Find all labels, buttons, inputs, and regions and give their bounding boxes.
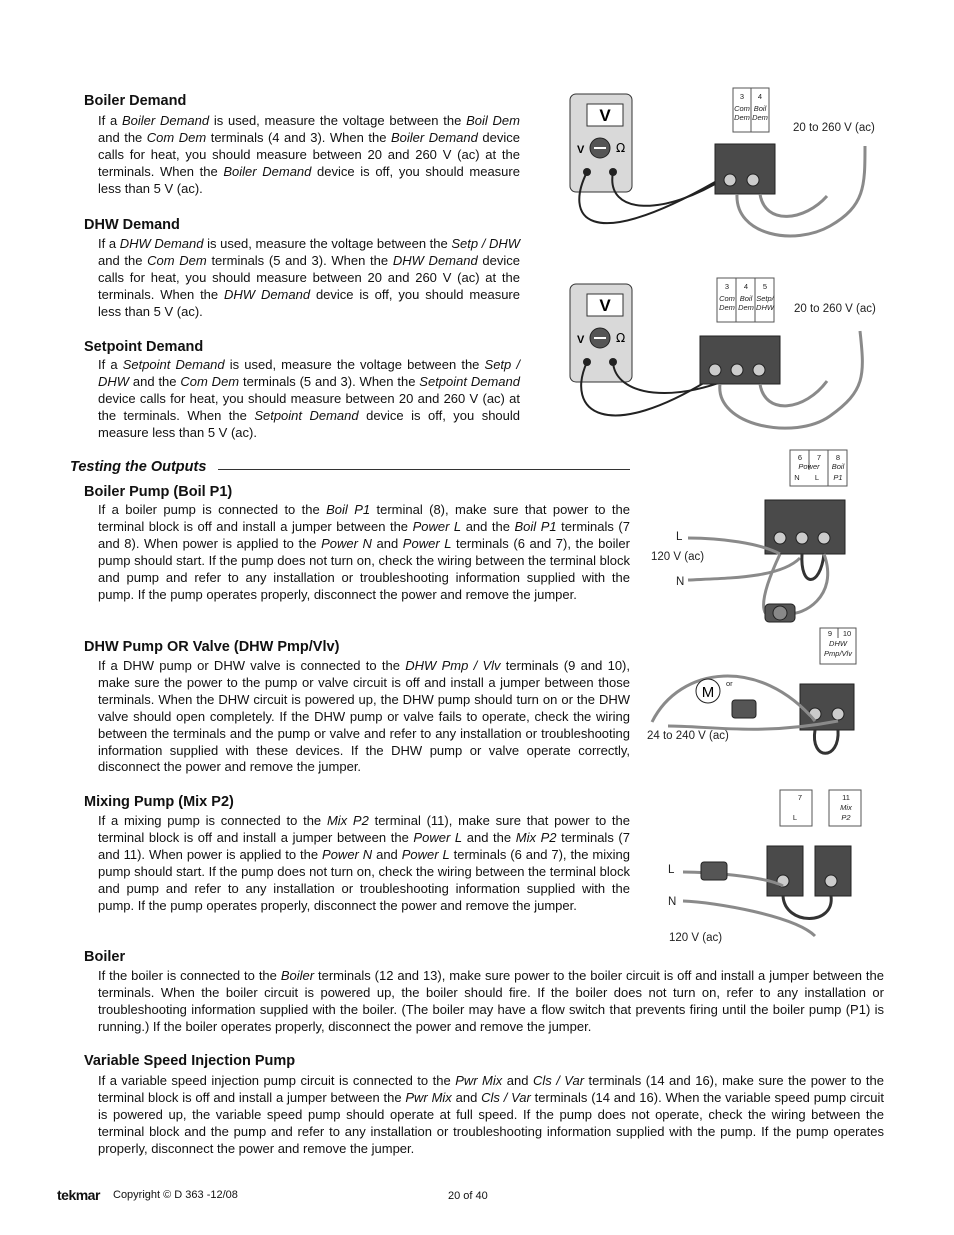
copyright: Copyright © D 363 -12/08 [113,1189,238,1201]
power-label: Power [798,462,820,471]
page-number: 20 of 40 [448,1190,488,1202]
meter-v-label: V [577,144,585,156]
wire [760,381,827,406]
boiler-pump-figure [640,448,860,628]
terminal-3-name: Com [734,104,750,113]
n-label: N [668,896,677,908]
jumper-wire [802,554,824,580]
n-label: N [676,576,685,588]
boiler-heading: Boiler [84,949,126,965]
terminal-block-icon [765,500,845,554]
boiler-demand-heading: Boiler Demand [84,93,187,109]
dhw-pump-figure [640,626,860,776]
dhw-pump-heading: DHW Pump OR Valve (DHW Pmp/Vlv) [84,639,340,655]
motor-label: M [701,684,715,701]
terminal-block-icon [815,846,851,896]
terminal-3-number: 3 [739,92,745,101]
section-rule [218,469,630,470]
terminal-4-number: 4 [757,92,763,101]
jumper-wire [814,730,838,753]
pmp-vlv-label: Pmp/Vlv [824,649,852,658]
l-label: L [668,864,675,876]
terminal-4-name: Boil [739,294,753,303]
wire [760,194,827,216]
meter-v-label: V [577,334,585,346]
boiler-demand-text: If a Boiler Demand is used, measure the voltage between the Boil Dem and the Com Dem terminals (4 and 3). When the Boiler Demand device calls for heat, you should measure between 20 and 260 V (ac) at the terminals. When the Boiler Demand device is off, you should measure less than 5 V (ac). [98,113,520,196]
meter-display: V [599,106,611,125]
meter-display: V [599,296,611,315]
terminal-8-number: 8 [835,453,841,462]
pump-icon [701,862,727,880]
terminal-7-number: 7 [816,453,822,462]
wire [688,558,800,580]
mixing-pump-heading: Mixing Pump (Mix P2) [84,794,234,810]
terminal-block-icon [715,144,775,194]
terminal-8-sub: P1 [833,473,843,482]
terminal-3-name: Com [719,294,735,303]
valve-icon [732,700,756,718]
boiler-pump-text: If a boiler pump is connected to the Boil P1 terminal (8), make sure that power to the terminal block is off and install a jumper between the Power L and the Boil P1 terminals (7 and 8). When power is applied to the Power N and Power L terminals (6 and 7), the boiler pump should start. If the pump does not turn on, check the wiring between the terminal block and pump and refer to any installation or troubleshooting information supplied with the pump. If the pump operates properly, disconnect the power and remove the jumper. [98,502,630,602]
terminal-5-name-2: DHW [756,303,774,312]
terminal-5-number: 5 [762,282,768,291]
terminal-4-name-2: Dem [738,303,754,312]
dhw-label: DHW [829,639,847,648]
boiler-text: If the boiler is connected to the Boiler terminals (12 and 13), make sure power to the boiler circuit is off and install a jumper between the terminals. When the boiler circuit is powered up, the boiler should fire. If the boiler does not turn on, refer to any installation or troubleshooting information supplied with the boiler. (The boiler may have a flow switch that prevents firing until the boiler pump (P1) is running.) If the boiler operates properly, disconnect the power and remove the jumper. [98,968,884,1034]
setpoint-demand-heading: Setpoint Demand [84,339,204,355]
testing-outputs-title: Testing the Outputs [70,459,207,475]
terminal-10-number: 10 [842,629,852,638]
terminal-3-name-2: Dem [734,113,750,122]
dhw-demand-text: If a DHW Demand is used, measure the voltage between the Setp / DHW and the Com Dem terminals (5 and 3). When the DHW Demand device calls for heat, you should measure between 20 and 260 V (ac) at the terminals. When the DHW Demand device is off, you should measure less than 5 V (ac). [98,236,520,319]
mix-label: Mix [840,803,852,812]
terminal-7-sub: L [814,473,820,482]
vs-injection-heading: Variable Speed Injection Pump [84,1053,296,1069]
mixing-pump-text: If a mixing pump is connected to the Mix P2 terminal (11), make sure that power to the terminal block is off and install a jumper between the Power L and the Mix P2 terminals (7 and 11). When power is applied to the Power N and Power L terminals (6 and 7), the mixing pump should start. If the pump does not turn on, check the wiring between the terminal block and pump and refer to any installation or troubleshooting information supplied with the pump. If the pump operates properly, disconnect the power and remove the jumper. [98,813,631,913]
voltage-label: 20 to 260 V (ac) [793,122,875,134]
terminal-7-number: 7 [797,793,803,802]
dhw-pump-text: If a DHW pump or DHW valve is connected to the DHW Pmp / Vlv terminals (9 and 10), make sure the power to the pump or valve circuit is off and install a jumper between those terminals. When the DHW circuit is powered up, the DHW pump should turn on or the DHW valve should open completely. If the DHW pump or valve fails to operate, check the wiring between the terminals and the pump or valve and refer to any installation or troubleshooting information supplied with these devices. If the DHW pump or valve operate correctly, disconnect the power and remove the jumper. [98,658,630,775]
boiler-demand-figure [565,86,895,246]
p2-label: P2 [841,813,851,822]
jumper-wire [783,896,831,919]
l-label: L [676,531,683,543]
terminal-6-number: 6 [797,453,803,462]
testing-outputs-heading [70,459,630,475]
or-label: or [726,679,733,688]
boil-label: Boil [831,462,845,471]
terminal-9-number: 9 [827,629,833,638]
voltage-label: 24 to 240 V (ac) [647,730,729,742]
terminal-3-name-2: Dem [719,303,735,312]
terminal-3-number: 3 [724,282,730,291]
dhw-demand-figure [565,276,895,441]
terminal-4-name-2: Dem [752,113,768,122]
vs-injection-text: If a variable speed injection pump circuit is connected to the Pwr Mix and Cls / Var terminals (14 and 16), make sure the power to the terminal block is off and install a jumper between the Pwr Mix and Cls / Var terminals (14 and 16). When the variable speed pump circuit is powered up, the variable speed pump should operate at full speed. If the pump does not operate, check the wiring between the terminal block and the pump and refer to any installation or troubleshooting information supplied with the pump. If the pump operates properly, disconnect the power and remove the jumper. [98,1073,884,1156]
voltage-label: 120 V (ac) [651,551,705,563]
setpoint-demand-text: If a Setpoint Demand is used, measure the voltage between the Setp / DHW and the Com Dem terminals (5 and 3). When the Setpoint Demand device calls for heat, you should measure between 20 and 260 V (ac) at the terminals. When the Setpoint Demand device is off, you should measure less than 5 V (ac). [98,357,521,440]
tekmar-logo: tekmar [57,1187,100,1203]
terminal-7-sub: L [792,813,798,822]
terminal-11-number: 11 [842,793,850,802]
terminal-4-number: 4 [743,282,749,291]
terminal-5-name: Setp/ [756,294,774,303]
voltage-label: 120 V (ac) [669,932,723,944]
wire [683,901,815,936]
boiler-pump-heading: Boiler Pump (Boil P1) [84,484,233,500]
mixing-pump-figure [645,786,870,951]
voltage-label: 20 to 260 V (ac) [794,303,876,315]
dhw-demand-heading: DHW Demand [84,217,180,233]
terminal-block-icon [767,846,803,896]
terminal-block-icon [700,336,780,384]
terminal-4-name: Boil [753,104,767,113]
meter-ohm-label: Ω [616,331,626,345]
meter-ohm-label: Ω [616,141,626,155]
terminal-6-sub: N [794,473,800,482]
